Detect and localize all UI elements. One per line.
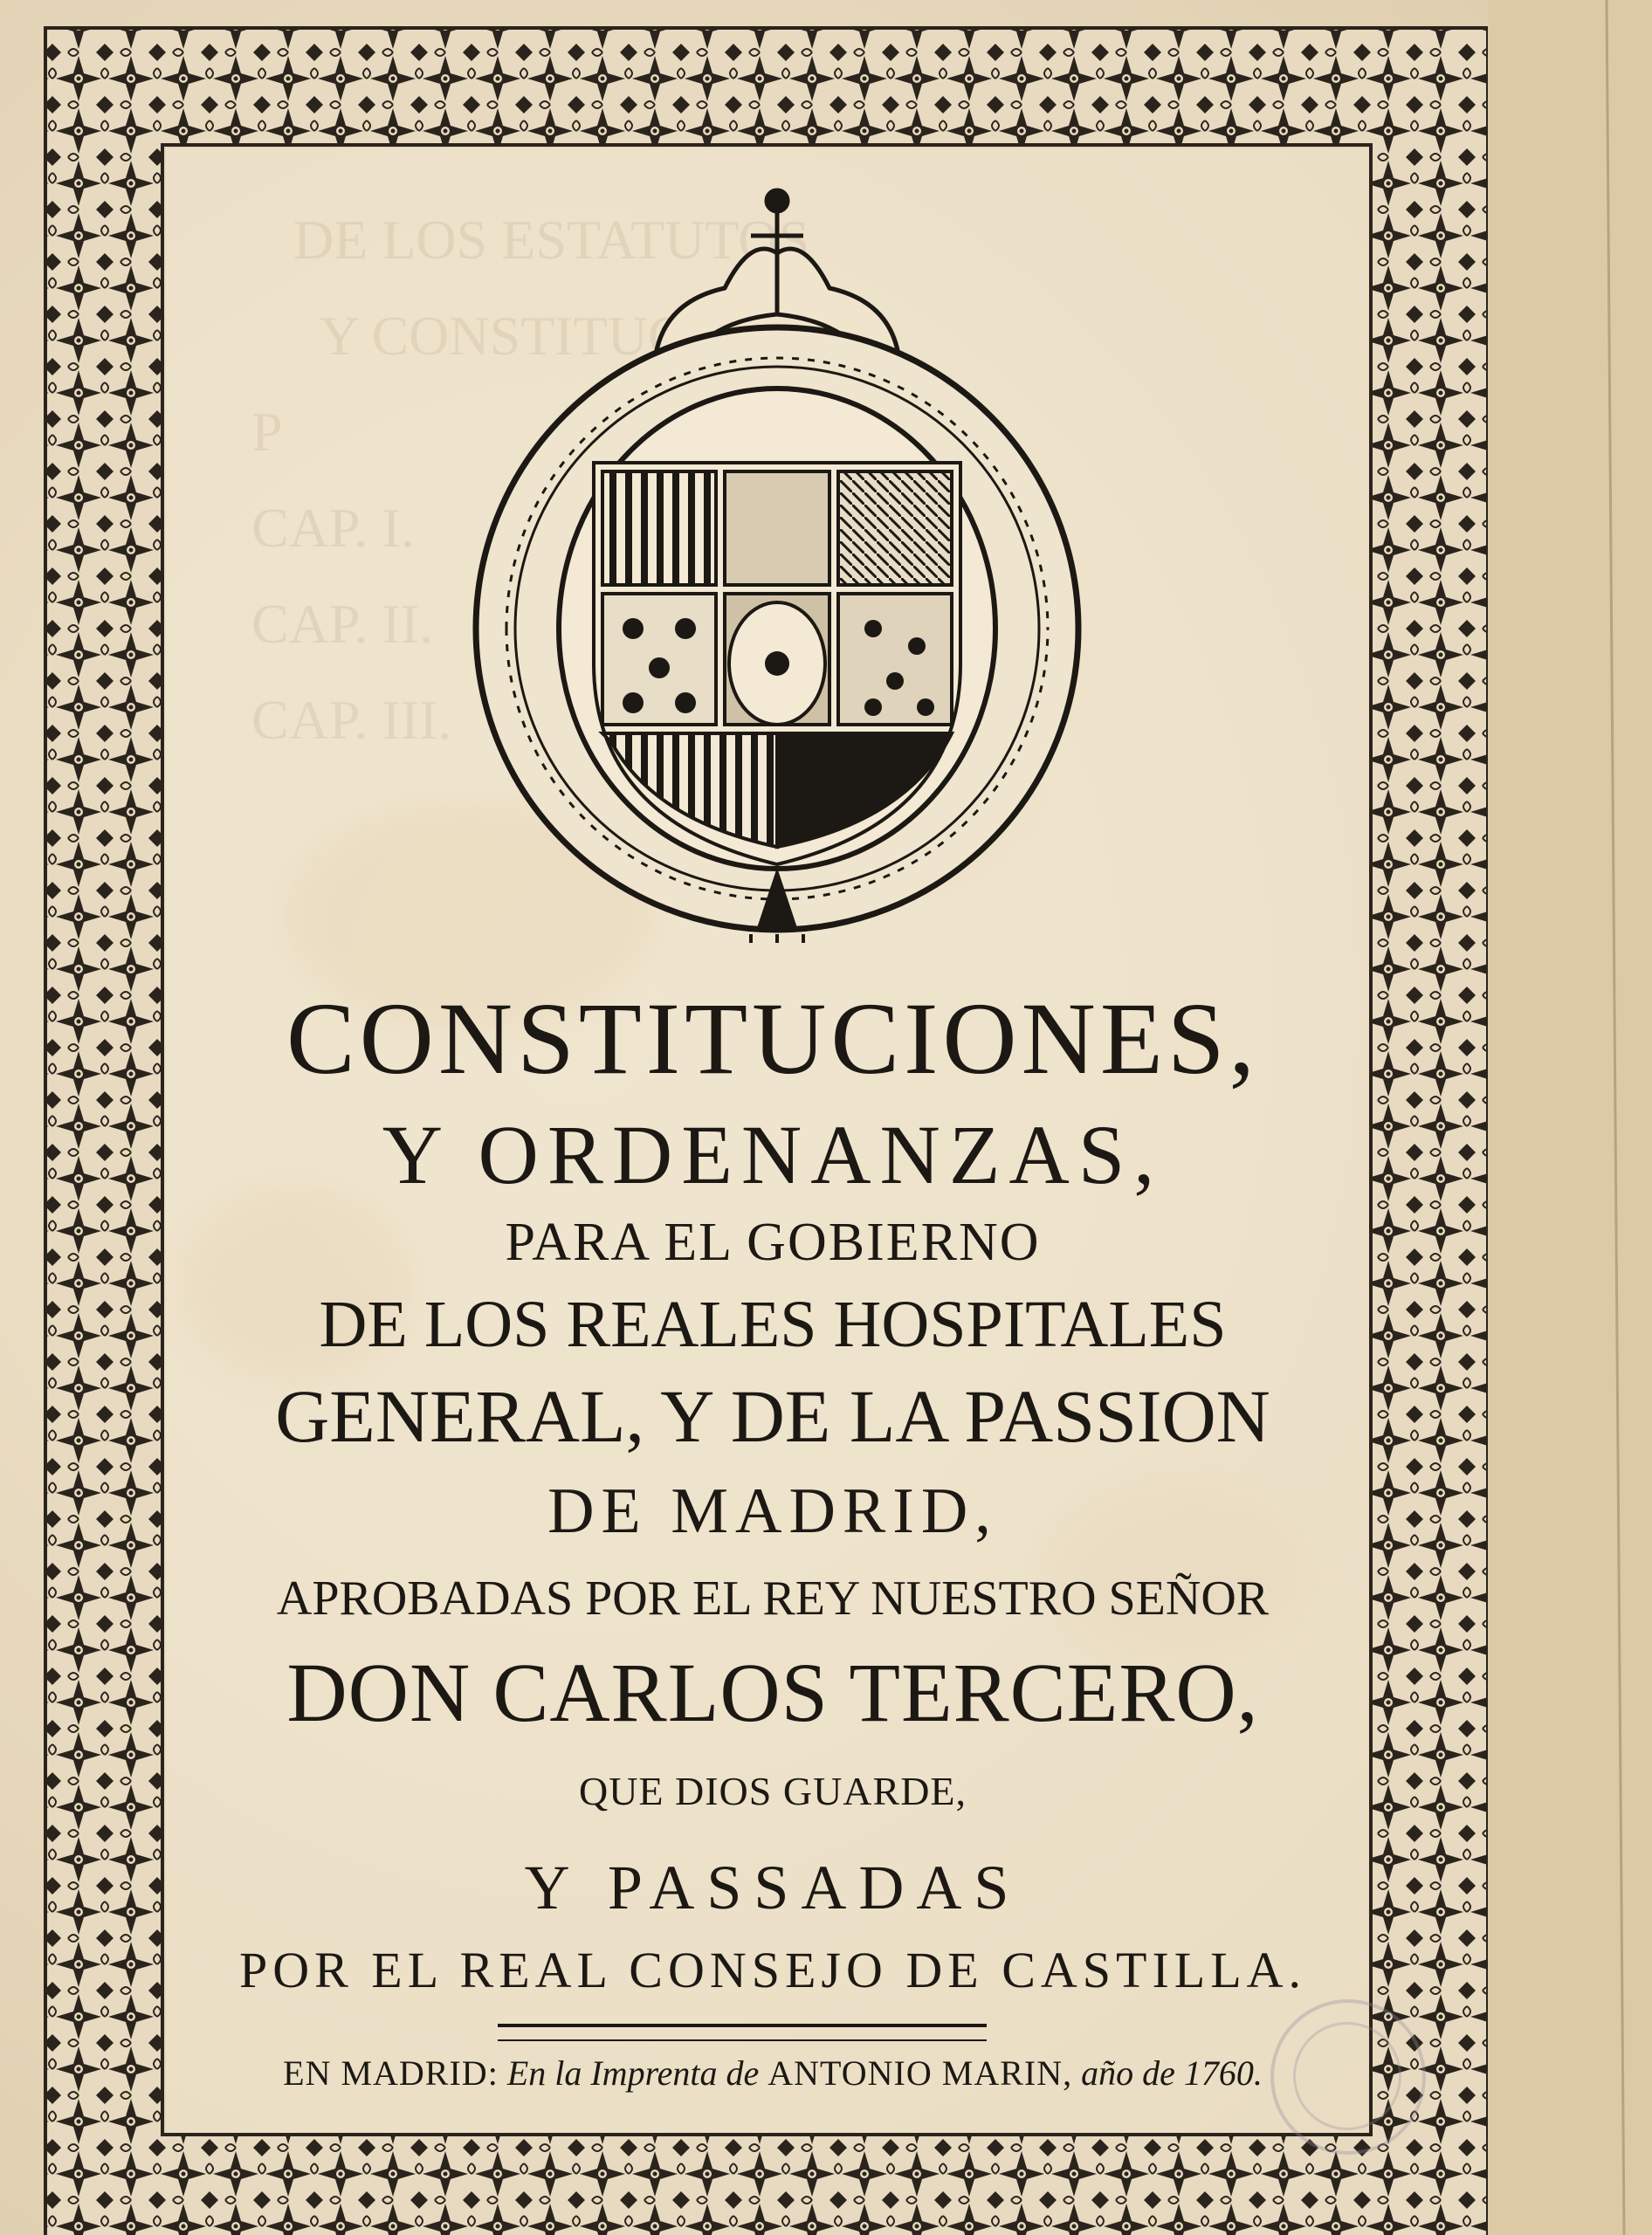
title-line-8: DON CARLOS TERCERO, [286,1646,1259,1739]
title-line-5: GENERAL, Y DE LA PASSION [275,1374,1270,1458]
title-line-1: CONSTITUCIONES, [286,981,1260,1096]
title-line-9: QUE DIOS GUARDE, [578,1769,967,1813]
royal-coat-of-arms-icon [437,175,1118,943]
title-line-4: DE LOS REALES HOSPITALES [319,1288,1227,1361]
imprint-line [166,2047,1380,2100]
title-line-11: POR EL REAL CONSEJO DE CASTILLA. [238,1942,1307,1998]
imprint-year: año de 1760. [1081,2053,1263,2093]
library-stamp-icon [1270,1999,1426,2155]
imprint-printer: ANTONIO MARIN, [767,2053,1073,2093]
title-line-7: APROBADAS POR EL REY NUESTRO SEÑOR [276,1571,1270,1626]
title-line-3: PARA EL GOBIERNO [505,1213,1041,1272]
title-line-2: Y ORDENANZAS, [382,1108,1164,1201]
divider-rule [498,2024,987,2041]
title-line-10: Y PASSADAS [524,1853,1022,1922]
title-line-6: DE MADRID, [547,1475,998,1547]
imprint-press: En la Imprenta de [506,2053,760,2093]
imprint-place: EN MADRID: [283,2053,499,2093]
